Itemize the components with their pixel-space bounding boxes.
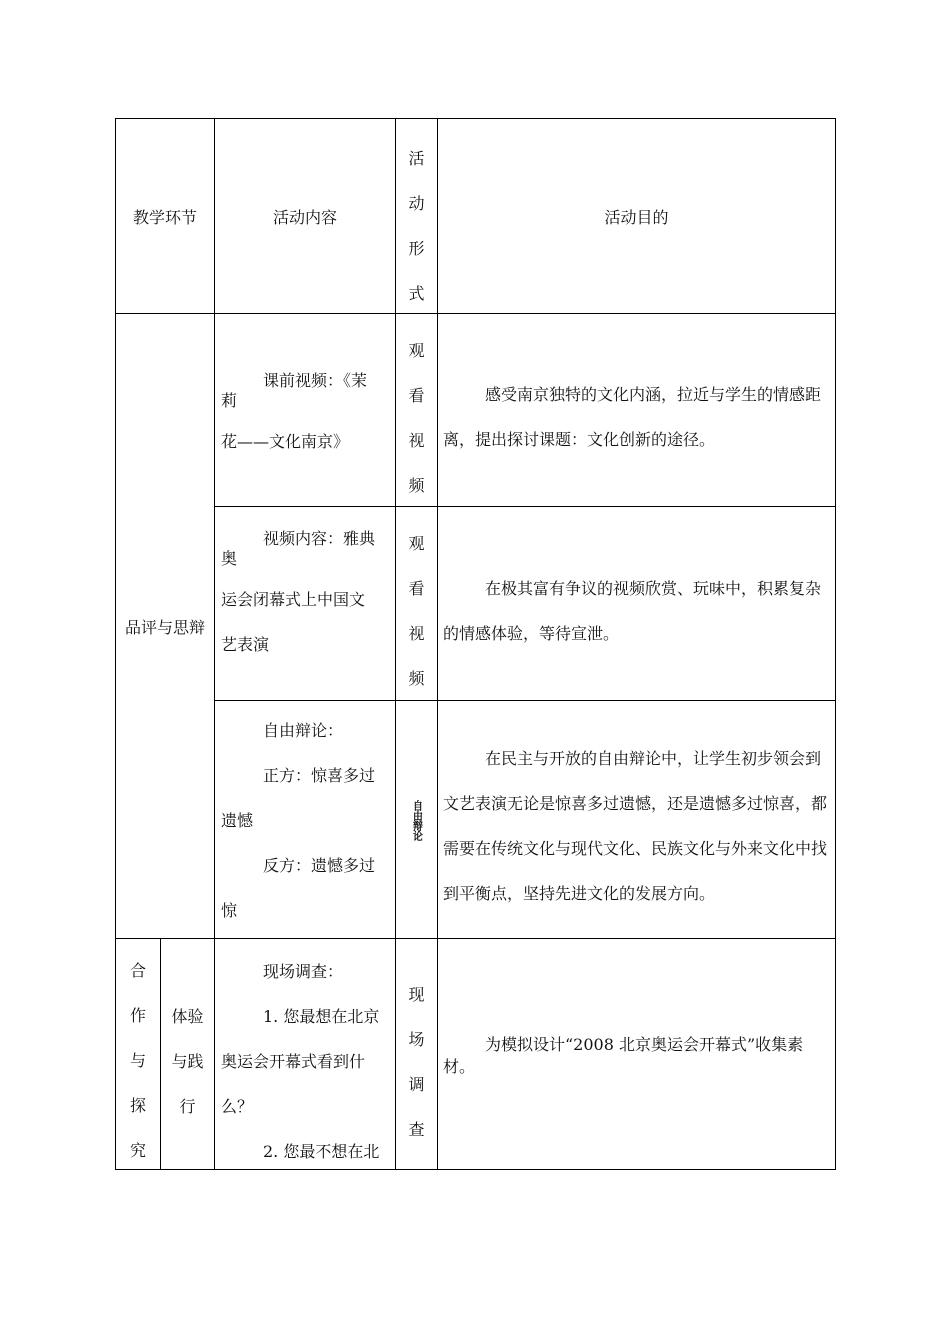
form-char: 场 [408, 1030, 425, 1049]
form-char: 看 [408, 386, 425, 405]
content-line: 莉 [221, 391, 238, 410]
row3-purpose-text: 在民主与开放的自由辩论中，让学生初步领会到文艺表演无论是惊喜多过遗憾，还是遗憾多过惊喜，都需要在传统文化与现代文化、民族文化与外来文化中找到平衡点，坚持先进文化的发展方向。 [443, 749, 828, 903]
row2-form [396, 521, 437, 701]
group2-form [396, 972, 437, 1152]
content-line: 正方：惊喜多过 [263, 766, 376, 785]
substage-line: 行 [179, 1097, 196, 1116]
content-line: 遗憾 [221, 811, 254, 830]
row1-purpose [443, 372, 829, 462]
content-line: 自由辩论： [263, 721, 344, 740]
form-char: 频 [408, 669, 425, 688]
content-line: 现场调查： [263, 962, 344, 981]
form-char: 观 [408, 534, 425, 553]
content-line: 奥 [221, 549, 238, 568]
substage-line: 与践 [171, 1052, 204, 1071]
group2-content [221, 949, 393, 1174]
header-content [215, 119, 395, 313]
header-stage [116, 119, 214, 313]
substage-line: 体验 [171, 1007, 204, 1026]
stage-char: 究 [129, 1141, 146, 1160]
header-purpose [438, 119, 835, 313]
content-line: 2. 您最不想在北 [263, 1142, 380, 1161]
row1-form [396, 328, 437, 508]
content-line: 奥运会开幕式看到什 [221, 1052, 366, 1071]
stage-char: 探 [129, 1096, 146, 1115]
form-char: 调 [408, 1075, 425, 1094]
header-stage-text: 教学环节 [132, 207, 197, 227]
form-char: 看 [408, 579, 425, 598]
header-form-char: 活 [408, 149, 425, 168]
form-char: 视 [408, 431, 425, 450]
header-form [396, 136, 437, 316]
table-border-right [835, 118, 836, 1170]
row2-purpose-text: 在极其富有争议的视频欣赏、玩味中，积累复杂的情感体验，等待宣泄。 [443, 579, 822, 643]
group1-stage-text: 品评与思辩 [124, 617, 205, 637]
group2-purpose [443, 1034, 829, 1078]
form-char: 观 [408, 341, 425, 360]
row1-content [221, 358, 393, 464]
stage-char: 合 [129, 961, 146, 980]
content-line: 1. 您最想在北京 [263, 1007, 380, 1026]
table-row-divider [115, 313, 836, 314]
row2-content [221, 516, 393, 667]
header-form-char: 动 [408, 194, 425, 213]
group2-substage [161, 994, 214, 1129]
content-line: 视频内容：雅典 [263, 529, 376, 548]
stage-char: 作 [129, 1006, 146, 1025]
stage-char: 与 [129, 1051, 146, 1070]
content-line: 运会闭幕式上中国文 [221, 590, 366, 609]
content-line: 花——文化南京》 [221, 432, 350, 451]
row1-purpose-text: 感受南京独特的文化内涵，拉近与学生的情感距离，提出探讨课题：文化创新的途径。 [443, 385, 822, 449]
row3-content [221, 708, 393, 933]
form-char: 频 [408, 476, 425, 495]
table-row-divider [214, 506, 836, 507]
row3-purpose [443, 736, 829, 916]
content-line: 艺表演 [221, 635, 270, 654]
form-char: 视 [408, 624, 425, 643]
row3-form [396, 780, 437, 860]
group2-stage [116, 948, 160, 1173]
content-line: 么？ [221, 1097, 254, 1116]
table-row-divider [214, 700, 836, 701]
group1-stage [116, 314, 214, 938]
content-line: 惊 [221, 901, 238, 920]
header-content-text: 活动内容 [272, 207, 337, 227]
header-form-char: 形 [408, 239, 425, 258]
content-line: 课前视频：《茉 [263, 371, 368, 390]
form-char: 查 [408, 1120, 425, 1139]
header-purpose-text: 活动目的 [604, 207, 669, 227]
content-line: 反方：遗憾多过 [263, 856, 376, 875]
row3-form-text: 自由辩论 [411, 800, 423, 840]
row2-purpose [443, 566, 829, 656]
group2-purpose-text: 为模拟设计“2008 北京奥运会开幕式”收集素材。 [443, 1035, 804, 1076]
form-char: 现 [408, 985, 425, 1004]
header-form-char: 式 [408, 284, 425, 303]
table-row-divider [115, 938, 836, 939]
